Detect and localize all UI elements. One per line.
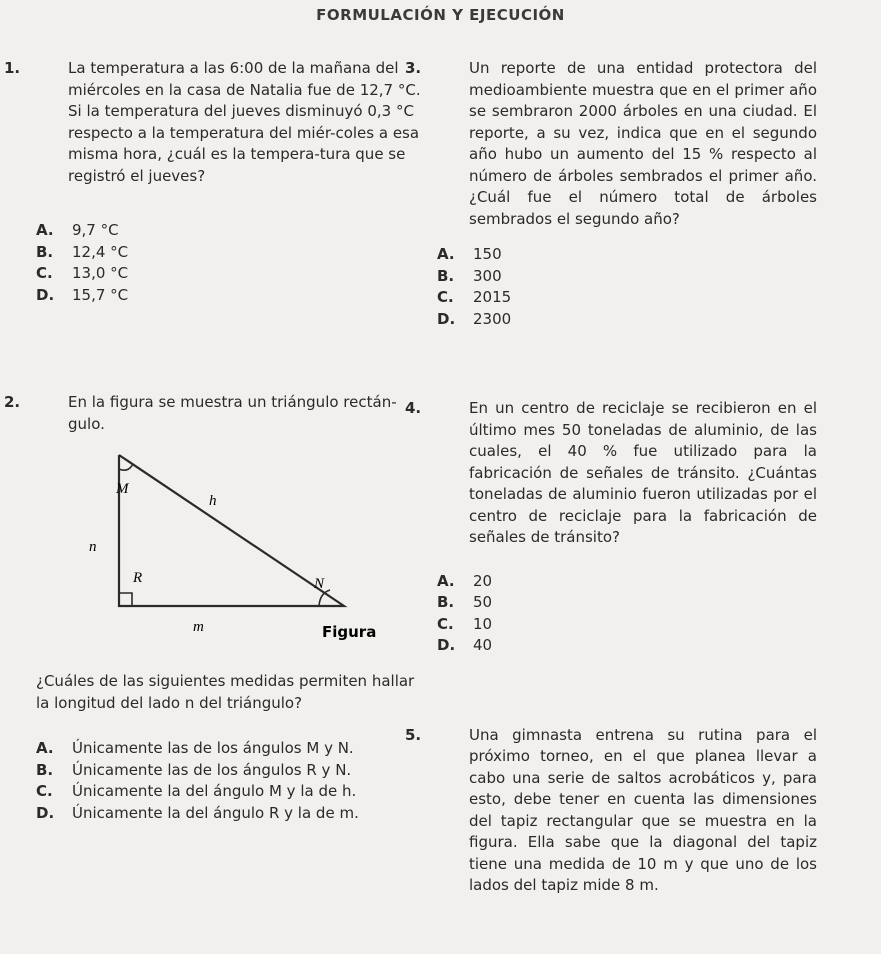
question-4-option-a[interactable]: A. 20	[437, 571, 493, 590]
question-5	[405, 725, 817, 897]
question-4-options	[437, 571, 817, 657]
question-2	[4, 392, 428, 435]
question-4	[405, 398, 817, 549]
question-2-option-c[interactable]: C. Únicamente la del ángulo M y la de h.	[36, 782, 357, 800]
question-3	[405, 58, 817, 230]
angle-arc-n	[319, 590, 330, 606]
question-1-option-d[interactable]: D. 15,7 °C	[36, 285, 129, 304]
question-3-option-a[interactable]: A. 150	[437, 245, 502, 263]
faded-bleed-through-2	[437, 667, 817, 715]
question-4-number: 4.	[405, 399, 422, 417]
question-1-options	[36, 220, 428, 306]
faded-bleed-through-1	[437, 344, 817, 384]
question-3-text: Un reporte de una entidad protectora del medioambiente muestra que en el primer año se sembraron 2000 árboles en una ciudad. El reporte, a su vez, indica que en el segundo año hubo un aumento del 15 % respecto al número de árboles sembrados el primer año. ¿Cuál fue el número total de árboles sembrados el segundo año?	[469, 59, 817, 228]
label-n: n	[89, 539, 97, 555]
right-column	[405, 58, 817, 897]
question-2-option-d[interactable]: D. Únicamente la del ángulo R y la de m.	[36, 803, 359, 822]
question-1-option-c[interactable]: C. 13,0 °C	[36, 264, 129, 282]
triangle-sides	[119, 455, 344, 606]
question-2-prompt: ¿Cuáles de las siguientes medidas permiten hallar la longitud del lado n del triángulo?	[36, 672, 415, 712]
question-3-options	[437, 244, 817, 330]
question-1	[4, 58, 428, 185]
label-n-angle: N	[314, 576, 325, 592]
label-h: h	[209, 493, 217, 509]
label-m: m	[193, 619, 204, 635]
left-column	[4, 58, 428, 824]
question-3-number: 3.	[405, 59, 422, 77]
triangle-figure	[76, 447, 386, 647]
question-2-number: 2.	[4, 393, 21, 411]
label-m-angle: M	[116, 481, 129, 497]
question-2-text: En la figura se muestra un triángulo rectán-gulo.	[68, 393, 397, 433]
question-3-option-c[interactable]: C. 2015	[437, 288, 512, 306]
question-1-option-a[interactable]: A. 9,7 °C	[36, 221, 119, 239]
question-2-options	[36, 738, 428, 824]
question-2-option-a[interactable]: A. Únicamente las de los ángulos M y N.	[36, 739, 354, 757]
question-4-option-b[interactable]: B. 50	[437, 593, 493, 611]
right-angle-marker	[119, 593, 132, 606]
question-1-number: 1.	[4, 59, 21, 77]
angle-arc-m	[119, 464, 133, 470]
question-2-option-b[interactable]: B. Únicamente las de los ángulos R y N.	[36, 760, 352, 779]
question-3-option-d[interactable]: D. 2300	[437, 309, 512, 328]
question-5-number: 5.	[405, 725, 422, 744]
question-1-option-b[interactable]: B. 12,4 °C	[36, 242, 129, 261]
question-5-text: Una gimnasta entrena su rutina para el próximo torneo, en el que planea llevar a cabo una serie de saltos acrobáticos y, para esto, debe tener en cuenta las dimensiones del tapiz rectangular que se muestra en la figura. Ella sabe que la diagonal del tapiz tiene una medida de 10 m y que uno de los lados del tapiz mide 8 m.	[469, 725, 817, 894]
question-4-option-c[interactable]: C. 10	[437, 614, 493, 633]
label-r: R	[133, 570, 143, 586]
figure-caption: Figura	[322, 623, 377, 641]
question-1-text: La temperatura a las 6:00 de la mañana del miércoles en la casa de Natalia fue de 12,7 °C. Si la temperatura del jueves disminuyó 0,3 °C respecto a la temperatura del miér-coles a esa misma hora, ¿cuál es la tempera-tura que se registró el jueves?	[68, 59, 421, 185]
question-4-text: En un centro de reciclaje se recibieron en el último mes 50 toneladas de aluminio, de las cuales, el 40 % fue utilizado para la fabricación de señales de tránsito. ¿Cuántas toneladas de aluminio fueron utilizadas por el centro de reciclaje para la fabricación de señales de tránsito?	[469, 399, 817, 546]
question-3-option-b[interactable]: B. 300	[437, 266, 502, 285]
question-4-option-d[interactable]: D. 40	[437, 636, 493, 654]
triangle-diagram	[76, 447, 386, 647]
page-header: FORMULACIÓN Y EJECUCIÓN	[316, 6, 565, 24]
